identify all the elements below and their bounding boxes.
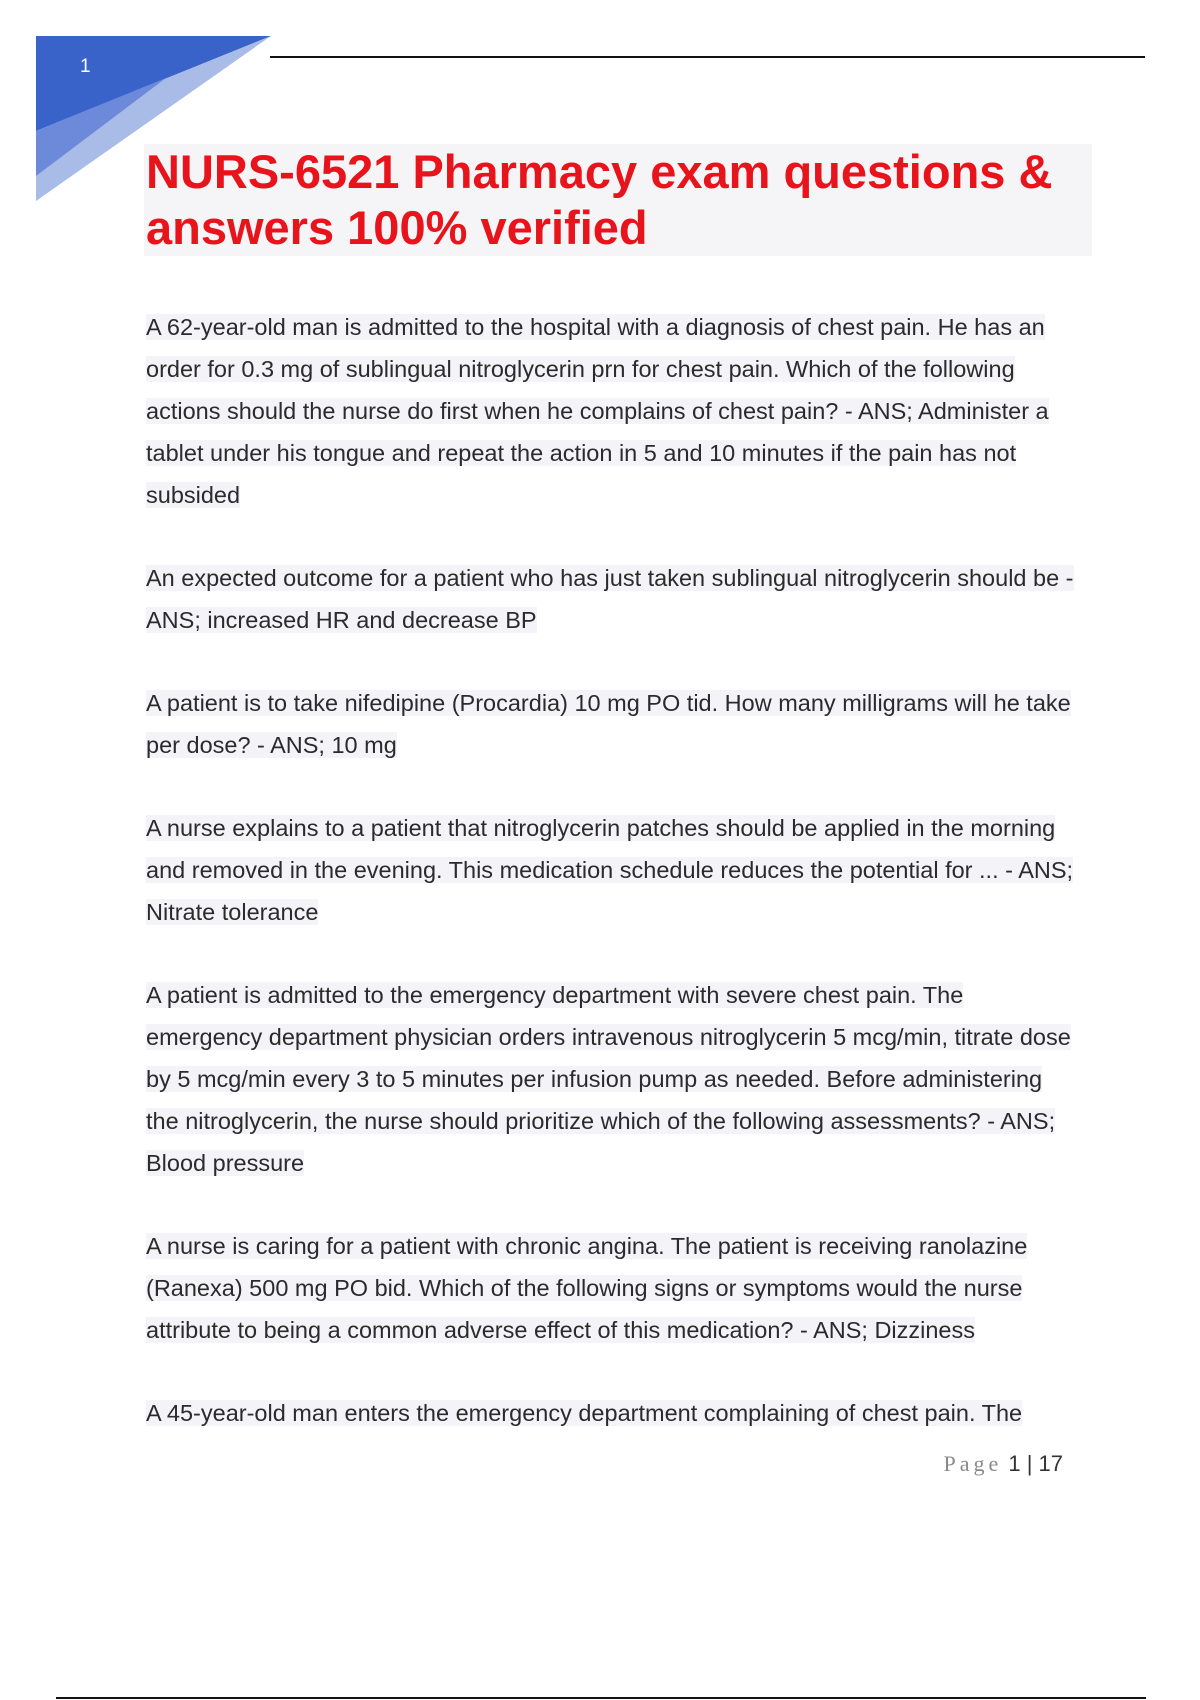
qa-item: A patient is to take nifedipine (Procardia) 10 mg PO tid. How many milligrams will he take per dose? - ANS; 10 mg (146, 690, 1071, 758)
bottom-rule (56, 1697, 1146, 1699)
qa-item: A nurse is caring for a patient with chronic angina. The patient is receiving ranolazine (Ranexa) 500 mg PO bid. Which of the following signs or symptoms would the nurse attribute to being a common adverse effect of this medication? - ANS; Dizziness (146, 1233, 1028, 1343)
qa-list (146, 306, 1076, 1434)
top-rule (270, 56, 1145, 58)
page-number-badge: 1 (80, 56, 91, 77)
qa-item: A 62-year-old man is admitted to the hospital with a diagnosis of chest pain. He has an order for 0.3 mg of sublingual nitroglycerin prn for chest pain. Which of the following actions should the nurse do first when he complains of chest pain? - ANS; Administer a tablet under his tongue and repeat the action in 5 and 10 minutes if the pain has not subsided (146, 314, 1049, 508)
qa-item: A nurse explains to a patient that nitroglycerin patches should be applied in the morning and removed in the evening. This medication schedule reduces the potential for ... - ANS; Nitrate tolerance (146, 815, 1074, 925)
page-label: Page (943, 1451, 1003, 1476)
document-title: NURS-6521 Pharmacy exam questions & answers 100% verified (146, 145, 1053, 254)
qa-item: A 45-year-old man enters the emergency department complaining of chest pain. The (146, 1400, 1023, 1426)
page-footer (943, 1451, 1063, 1477)
qa-item: An expected outcome for a patient who has just taken sublingual nitroglycerin should be - ANS; increased HR and decrease BP (146, 565, 1074, 633)
qa-item: A patient is admitted to the emergency department with severe chest pain. The emergency department physician orders intravenous nitroglycerin 5 mcg/min, titrate dose by 5 mcg/min every 3 to 5 minutes per infusion pump as needed. Before administering the nitroglycerin, the nurse should prioritize which of the following assessments? - ANS; Blood pressure (146, 982, 1071, 1176)
page-count: 1 | 17 (1002, 1451, 1063, 1476)
